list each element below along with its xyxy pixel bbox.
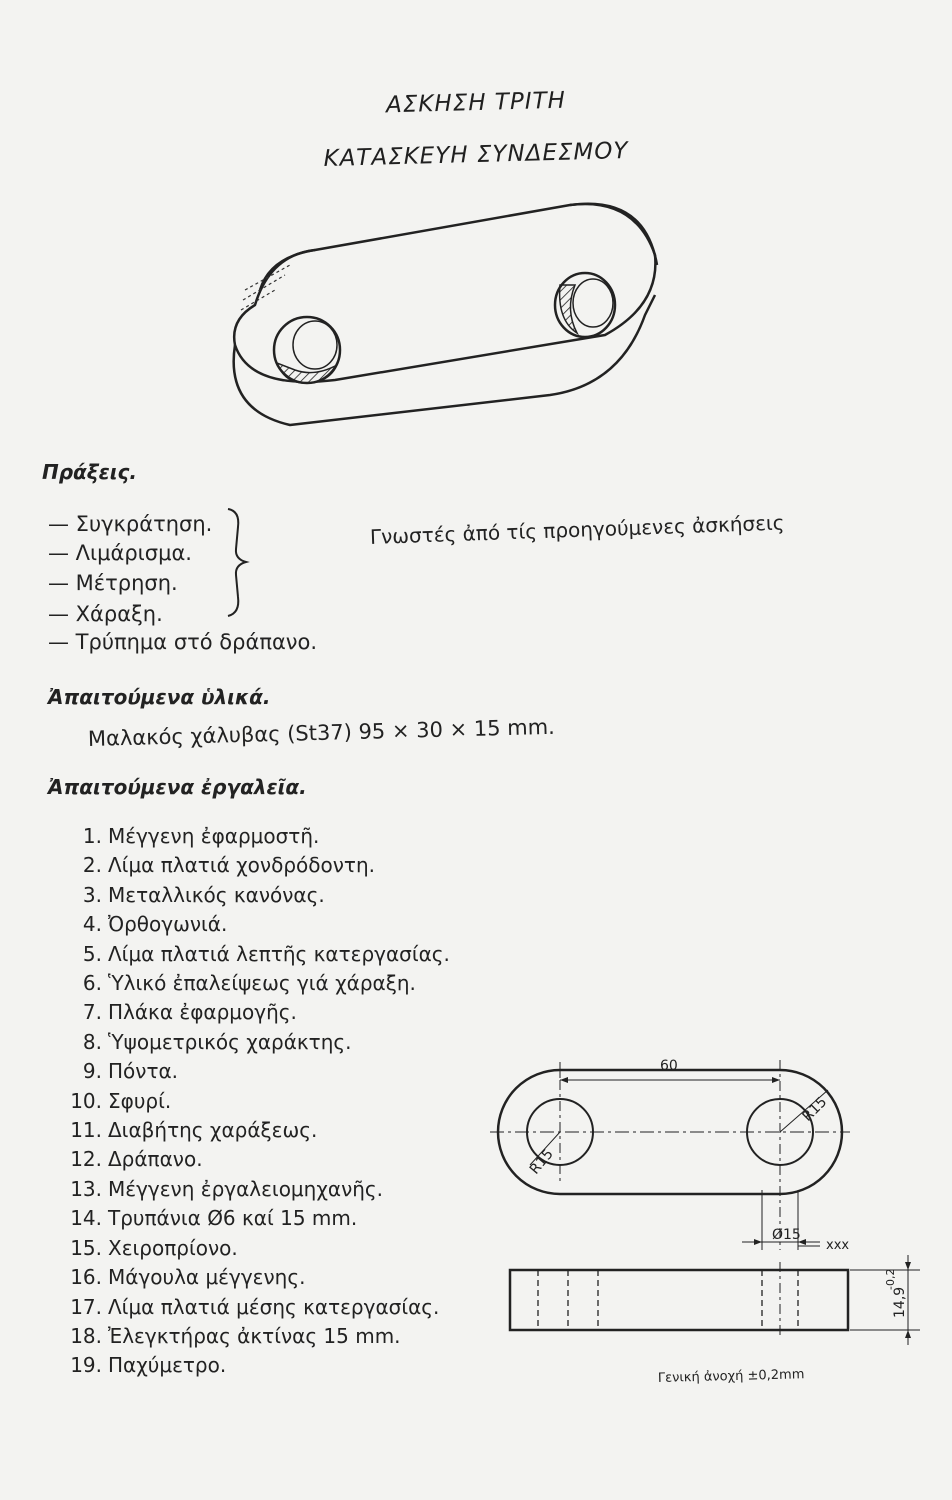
dim-tolerance-label: -0,2 [884,1268,897,1290]
dim-hole-label: Ø15 [772,1227,801,1243]
operation-item: — Τρύπημα στό δράπανο. [48,630,318,654]
tool-item: 15. Χειροπρίονο. [70,1235,238,1260]
tool-item: 5. Λίμα πλατιά λεπτῆς κατεργασίας. [82,941,450,966]
tool-item: 11. Διαβήτης χαράξεως. [70,1118,318,1143]
tool-item: 8. Ὑψομετρικός χαράκτης. [82,1029,352,1054]
dim-hole-suffix: xxx [826,1238,850,1253]
tool-item: 9. Πόντα. [82,1059,179,1084]
materials-text: Μαλακός χάλυβας (St37) 95 × 30 × 15 mm. [87,714,556,751]
left-hole [274,317,340,383]
operation-item: — Συγκράτηση. [48,512,213,536]
tool-item: 4. Ὀρθογωνιά. [82,912,228,937]
right-hole [555,273,615,337]
exercise-title: ΑΣΚΗΣΗ ΤΡΙΤΗ [385,87,567,119]
operation-item: — Μέτρηση. [48,571,178,595]
dim-radius-left-label: R15 [526,1146,557,1178]
technical-drawing [490,1050,930,1400]
dim-length-label: 60 [660,1058,678,1074]
tool-item: 18. Ἐλεγκτήρας ἀκτίνας 15 mm. [70,1323,401,1348]
tool-item: 17. Λίμα πλατιά μέσης κατεργασίας. [70,1294,440,1319]
tool-item: 13. Μέγγενη ἐργαλειομηχανῆς. [70,1176,384,1201]
operation-item: — Χάραξη. [48,602,163,626]
front-view-outline [510,1270,848,1330]
dim-thickness-label: 14,9 [892,1286,908,1318]
dim-radius-right-label: R15 [799,1094,831,1125]
tools-heading: Ἀπαιτούμενα ἐργαλεῖα. [48,775,307,799]
tool-item: 16. Μάγουλα μέγγενης. [70,1265,306,1290]
exercise-subtitle: ΚΑΤΑΣΚΕΥΗ ΣΥΝΔΕΣΜΟΥ [323,138,629,172]
tool-item: 19. Παχύμετρο. [70,1353,227,1378]
tool-item: 2. Λίμα πλατιά χονδρόδοντη. [82,853,375,878]
brace-note: Γνωστές ἀπό τίς προηγούμενες ἀσκήσεις [369,510,785,549]
isometric-link-illustration [215,195,675,445]
materials-heading: Ἀπαιτούμενα ὑλικά. [48,685,271,709]
curly-brace [222,505,252,620]
tool-item: 3. Μεταλλικός κανόνας. [82,882,325,907]
operations-heading: Πράξεις. [42,460,137,484]
tools-list [62,822,450,1381]
tool-item: 7. Πλάκα ἐφαρμογῆς. [82,1000,297,1025]
operation-item: — Λιμάρισμα. [48,541,192,565]
tool-item: 14. Τρυπάνια Ø6 καί 15 mm. [70,1206,358,1231]
tool-item: 6. Ὑλικό ἐπαλείψεως γιά χάραξη. [82,971,416,996]
general-tolerance-note: Γενική ἀνοχή ±0,2mm [657,1367,805,1386]
tool-item: 1. Μέγγενη ἐφαρμοστῆ. [82,824,320,848]
tool-item: 12. Δράπανο. [70,1147,203,1172]
tool-item: 10. Σφυρί. [70,1088,172,1113]
